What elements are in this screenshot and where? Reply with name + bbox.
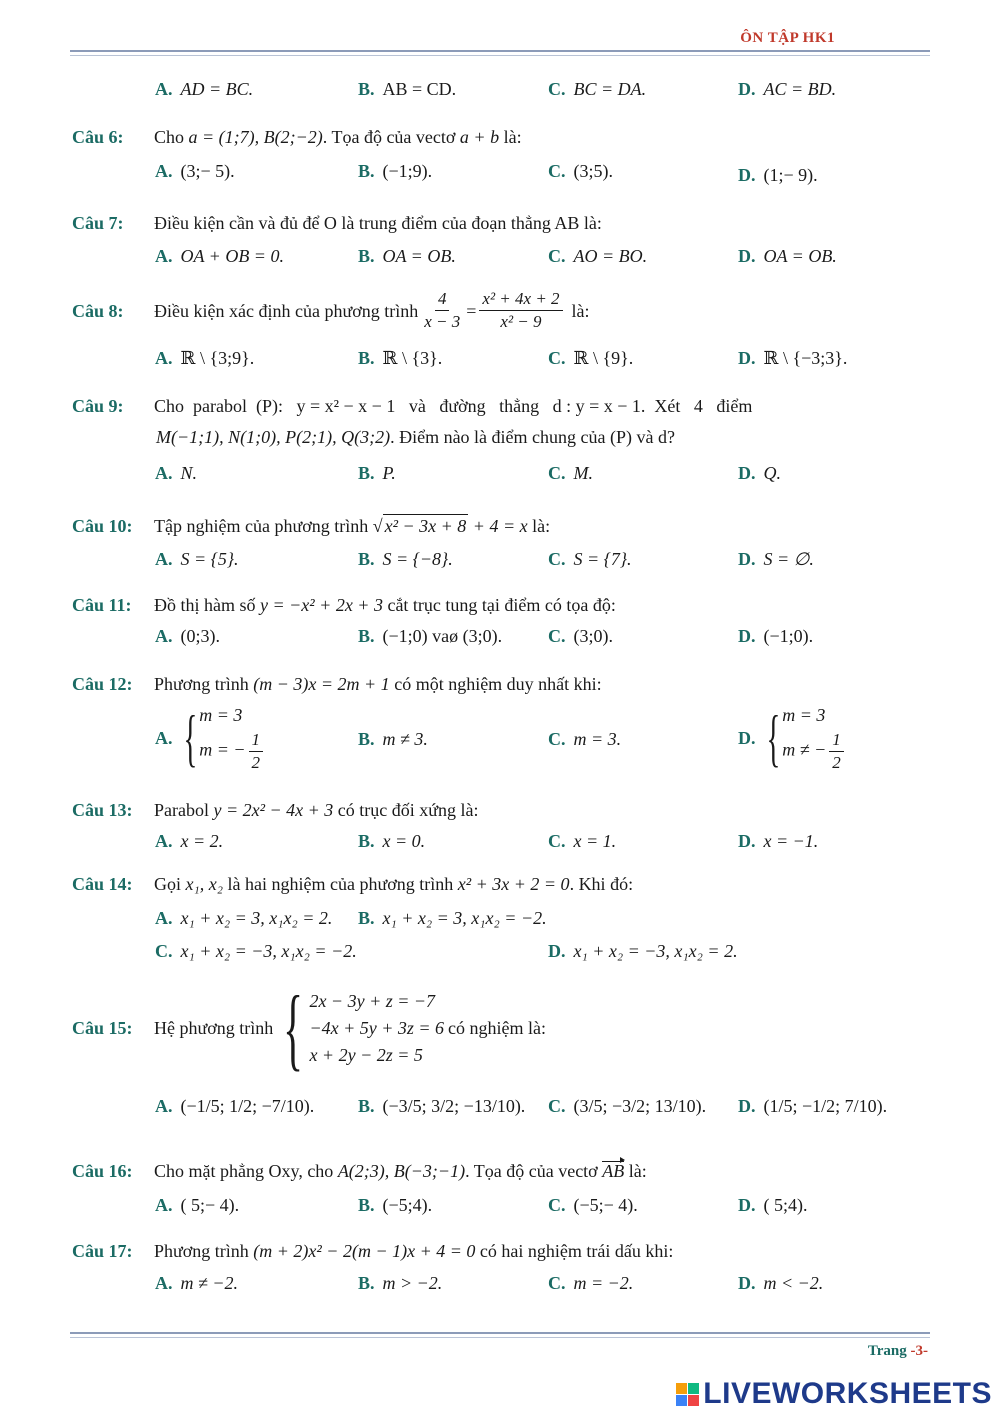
q5-option-a-text: AD = BC. — [180, 79, 254, 99]
q17-option-c[interactable]: C. m = −2. — [548, 1273, 634, 1293]
q12-option-d[interactable]: D. { m = 3 m ≠ − $\frac{1}{2}$ — [738, 702, 847, 774]
q15-system: { 2x − 3y + z = −7 −4x + 5y + 3z = 6 x + 2y − 2z = 5 — [283, 977, 445, 1079]
q15-option-d[interactable]: D. (1/5; −1/2; 7/10). — [738, 1096, 888, 1116]
q10-option-b[interactable]: B. S = {−8}. — [358, 549, 453, 569]
q6-option-c[interactable]: C. (3;5). — [548, 161, 613, 181]
q7-stem: Câu 7: Điều kiện cần và đủ để O là trung điểm của đoạn thẳng AB là: — [72, 213, 602, 233]
q10-radical: √ x² − 3x + 8 — [372, 516, 467, 536]
q11-option-d[interactable]: D. (−1;0). — [738, 626, 814, 646]
footer-rule-thin — [70, 1337, 930, 1338]
q15-option-b[interactable]: B. (−3/5; 3/2; −13/10). — [358, 1096, 526, 1116]
q15-option-c[interactable]: C. (3/5; −3/2; 13/10). — [548, 1096, 707, 1116]
watermark-text: LIVEWORKSHEETS — [703, 1377, 992, 1410]
q7-option-a[interactable]: A. OA + OB = 0. — [155, 246, 284, 266]
q14-stem: Câu 14: Gọi x₁, x₂ là hai nghiệm của phương trình x² + 3x + 2 = 0. Khi đó: — [72, 874, 634, 894]
q12-option-a-system: { m = 3 m = − $\frac{1}{2}$ — [181, 702, 267, 774]
q6-stem: Câu 6: Cho a = (1;7), B(2;−2). Tọa độ của vectơ a + b là: — [72, 127, 522, 147]
q16-option-b[interactable]: B. (−5;4). — [358, 1195, 433, 1215]
q8-option-c[interactable]: C. ℝ \ {9}. — [548, 348, 634, 368]
q17-option-b[interactable]: B. m > −2. — [358, 1273, 443, 1293]
q9-stem: Câu 9: Cho parabol (P): y = x² − x − 1 và đường thẳng d : y = x − 1. Xét 4 điểm — [72, 396, 753, 416]
q13-stem: Câu 13: Parabol y = 2x² − 4x + 3 có trục đối xứng là: — [72, 800, 479, 820]
q7-option-c[interactable]: C. AO = BO. — [548, 246, 648, 266]
q6-option-a[interactable]: A. (3;− 5). — [155, 161, 235, 181]
q8-stem: Câu 8: Điều kiện xác định của phương trình $\frac{4}{x - 3}$ = $\frac{\text{x² + 4x + 2}}{\text{x² − 9}}$ là: — [72, 289, 590, 331]
q5-option-c-text: BC = DA. — [573, 79, 647, 99]
q10-stem: Câu 10: Tập nghiệm của phương trình √ x² − 3x + 8 + 4 = x là: — [72, 516, 551, 536]
q13-option-b[interactable]: B. x = 0. — [358, 831, 426, 851]
q5-option-b[interactable]: B. AB = CD. — [358, 79, 457, 99]
q14-option-b[interactable]: B. x₁ + x₂ = 3, x₁x₂ = −2. — [358, 908, 547, 928]
q8-option-d[interactable]: D. ℝ \ {−3;3}. — [738, 348, 848, 368]
q17-option-a[interactable]: A. m ≠ −2. — [155, 1273, 239, 1293]
q8-fraction-right: $\frac{\text{x² + 4x + 2}}{\text{x² − 9}}$ — [479, 288, 562, 333]
q9-stem-line2: M(−1;1), N(1;0), P(2;1), Q(3;2). Điểm nào là điểm chung của (P) và d? — [156, 427, 675, 447]
q5-option-b-text: AB = CD. — [382, 79, 457, 99]
q5-option-c[interactable]: C. BC = DA. — [548, 79, 647, 99]
q5-option-d[interactable]: D. AC = BD. — [738, 79, 837, 99]
q8-option-a[interactable]: A. ℝ \ {3;9}. — [155, 348, 255, 368]
q11-option-c[interactable]: C. (3;0). — [548, 626, 613, 646]
q8-fraction-left: $\frac{4}{x - 3}$ — [424, 289, 461, 331]
q8-option-b[interactable]: B. ℝ \ {3}. — [358, 348, 443, 368]
q11-stem: Câu 11: Đồ thị hàm số y = −x² + 2x + 3 cắt trục tung tại điểm có tọa độ: — [72, 595, 616, 615]
q9-option-a[interactable]: A. N. — [155, 463, 198, 483]
page-number: Trang -3- — [867, 1343, 928, 1359]
q12-stem: Câu 12: Phương trình (m − 3)x = 2m + 1 có một nghiệm duy nhất khi: — [72, 674, 602, 694]
q10-option-c[interactable]: C. S = {7}. — [548, 549, 632, 569]
q9-option-d[interactable]: D. Q. — [738, 463, 781, 483]
header-rule — [70, 50, 930, 52]
q11-option-b[interactable]: B. (−1;0) vaø (3;0). — [358, 626, 503, 646]
q17-option-d[interactable]: D. m < −2. — [738, 1273, 824, 1293]
q12-option-b[interactable]: B. m ≠ 3. — [358, 729, 428, 749]
q10-option-d[interactable]: D. S = ∅. — [738, 549, 814, 569]
q7-option-b[interactable]: B. OA = OB. — [358, 246, 456, 266]
q15-option-a[interactable]: A. (−1/5; 1/2; −7/10). — [155, 1096, 315, 1116]
q12-option-c[interactable]: C. m = 3. — [548, 729, 622, 749]
q9-option-c[interactable]: C. M. — [548, 463, 593, 483]
q5-option-a[interactable]: A. AD = BC. — [155, 79, 254, 99]
q16-vector-ab: AB — [602, 1161, 625, 1181]
q16-option-a[interactable]: A. ( 5;− 4). — [155, 1195, 240, 1215]
q6-option-b[interactable]: B. (−1;9). — [358, 161, 433, 181]
q13-option-d[interactable]: D. x = −1. — [738, 831, 819, 851]
q14-option-d[interactable]: D. x₁ + x₂ = −3, x₁x₂ = 2. — [548, 941, 738, 961]
q16-option-c[interactable]: C. (−5;− 4). — [548, 1195, 638, 1215]
q10-option-a[interactable]: A. S = {5}. — [155, 549, 239, 569]
q16-stem: Câu 16: Cho mặt phẳng Oxy, cho A(2;3), B(−3;−1). Tọa độ của vectơ AB là: — [72, 1161, 647, 1181]
q13-option-a[interactable]: A. x = 2. — [155, 831, 224, 851]
q6-option-d[interactable]: D. (1;− 9). — [738, 165, 818, 185]
liveworksheets-watermark — [676, 1377, 992, 1411]
q14-option-a[interactable]: A. x₁ + x₂ = 3, x₁x₂ = 2. — [155, 908, 333, 928]
q9-option-b[interactable]: B. P. — [358, 463, 396, 483]
header-rule-thin — [70, 55, 930, 56]
q7-option-d[interactable]: D. OA = OB. — [738, 246, 837, 266]
q16-option-d[interactable]: D. ( 5;4). — [738, 1195, 808, 1215]
q17-stem: Câu 17: Phương trình (m + 2)x² − 2(m − 1)x + 4 = 0 có hai nghiệm trái dấu khi: — [72, 1241, 674, 1261]
q12-option-a[interactable]: A. { m = 3 m = − $\frac{1}{2}$ — [155, 702, 266, 774]
footer-rule — [70, 1332, 930, 1334]
q5-option-d-text: AC = BD. — [763, 79, 837, 99]
q11-option-a[interactable]: A. (0;3). — [155, 626, 220, 646]
q15-stem: Câu 15: Hệ phương trình { 2x − 3y + z = −7 −4x + 5y + 3z = 6 x + 2y − 2z = 5 có nghiệm là: — [72, 977, 546, 1079]
header-title: ÔN TẬP HK1 — [740, 30, 835, 46]
q13-option-c[interactable]: C. x = 1. — [548, 831, 617, 851]
liveworksheets-logo-icon — [676, 1383, 699, 1406]
q14-option-c[interactable]: C. x₁ + x₂ = −3, x₁x₂ = −2. — [155, 941, 357, 961]
q12-option-d-system: { m = 3 m ≠ − $\frac{1}{2}$ — [764, 702, 847, 774]
